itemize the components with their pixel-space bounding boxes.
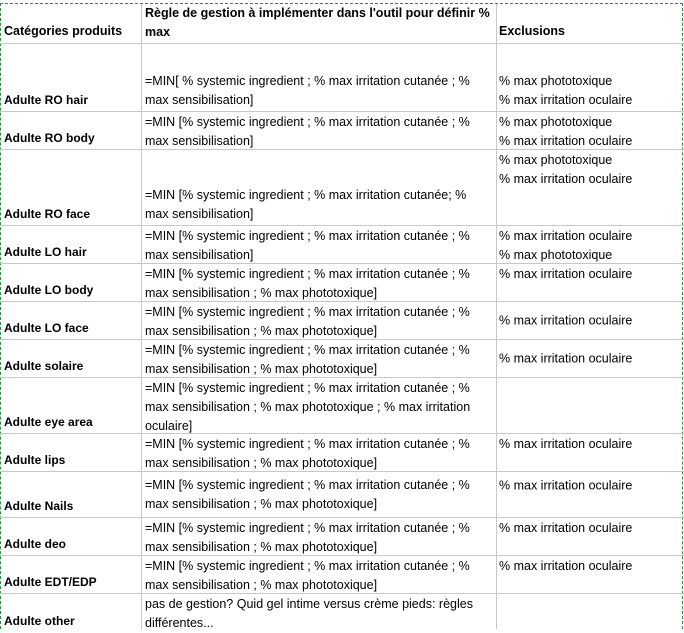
exclusions-cell	[499, 311, 683, 330]
exclusions-cell	[499, 349, 683, 368]
table-row[interactable]	[0, 594, 684, 629]
rule-cell: =MIN [% systemic ingredient ; % max irritation cutanée ; % max sensibilisation ; % max phototoxique]	[145, 343, 470, 376]
category-cell: Adulte lips	[4, 453, 66, 467]
category-cell: Adulte eye area	[4, 415, 93, 429]
category-cell: Adulte solaire	[4, 359, 84, 373]
exclusion-item: % max irritation oculaire	[499, 313, 633, 327]
exclusions-cell	[499, 435, 683, 454]
header-category: Catégories produits	[4, 24, 123, 38]
exclusion-item: % max irritation oculaire	[499, 172, 633, 186]
rule-cell: =MIN [% systemic ingredient ; % max irritation cutanée ; % max sensibilisation ; % max phototoxique]	[145, 437, 470, 470]
rule-cell: =MIN [% systemic ingredient ; % max irritation cutanée; % max sensibilisation]	[145, 188, 467, 221]
category-cell: Adulte Nails	[4, 499, 74, 513]
exclusions-cell	[499, 151, 683, 189]
header-row	[0, 4, 684, 44]
exclusions-cell	[499, 519, 683, 538]
header-exclusions: Exclusions	[499, 24, 565, 38]
category-cell: Adulte EDT/EDP	[4, 575, 97, 589]
exclusions-cell	[499, 265, 683, 284]
category-cell: Adulte RO face	[4, 207, 91, 221]
exclusion-item: % max irritation oculaire	[499, 521, 633, 535]
exclusion-item: % max phototoxique	[499, 153, 613, 167]
exclusion-item: % max irritation oculaire	[499, 559, 633, 573]
rule-cell: =MIN [% systemic ingredient ; % max irritation cutanée ; % max sensibilisation ; % max phototoxique ; % max irritation oculaire]	[145, 381, 471, 433]
table-row[interactable]	[0, 378, 684, 434]
category-cell: Adulte LO body	[4, 283, 94, 297]
exclusions-cell	[499, 72, 683, 110]
rule-cell: =MIN [% systemic ingredient ; % max irritation cutanée ; % max sensibilisation ; % max phototoxique]	[145, 521, 470, 554]
table-row[interactable]	[0, 112, 684, 150]
rule-cell: =MIN [% systemic ingredient ; % max irritation cutanée ; % max sensibilisation ; % max phototoxique]	[145, 559, 470, 592]
rule-cell: =MIN[ % systemic ingredient ; % max irritation cutanée ; % max sensibilisation]	[145, 74, 470, 107]
category-cell: Adulte RO hair	[4, 93, 89, 107]
table-row[interactable]	[0, 264, 684, 302]
table-row[interactable]	[0, 226, 684, 264]
exclusion-item: % max irritation oculaire	[499, 229, 633, 243]
category-cell: Adulte deo	[4, 537, 66, 551]
exclusion-item: % max irritation oculaire	[499, 93, 633, 107]
table-row[interactable]	[0, 434, 684, 472]
table-row[interactable]	[0, 44, 684, 112]
table-row[interactable]	[0, 302, 684, 340]
rule-cell: =MIN [% systemic ingredient ; % max irritation cutanée ; % max sensibilisation ; % max phototoxique]	[145, 267, 470, 300]
table-row[interactable]	[0, 518, 684, 556]
exclusion-item: % max irritation oculaire	[499, 437, 633, 451]
exclusion-item: % max irritation oculaire	[499, 351, 633, 365]
exclusions-cell	[499, 476, 683, 495]
exclusion-item: % max irritation oculaire	[499, 478, 633, 492]
exclusion-item: % max phototoxique	[499, 74, 613, 88]
exclusion-item: % max phototoxique	[499, 115, 613, 129]
category-cell: Adulte other	[4, 614, 75, 628]
rule-cell: pas de gestion? Quid gel intime versus crème pieds: règles différentes...	[145, 597, 473, 630]
exclusion-item: % max phototoxique	[499, 248, 613, 262]
exclusion-item: % max irritation oculaire	[499, 134, 633, 148]
rule-cell: =MIN [% systemic ingredient ; % max irritation cutanée ; % max sensibilisation]	[145, 115, 470, 148]
rule-cell: =MIN [% systemic ingredient ; % max irritation cutanée ; % max sensibilisation ; % max phototoxique]	[145, 477, 470, 511]
rule-cell: =MIN [% systemic ingredient ; % max irritation cutanée ; % max sensibilisation ; % max phototoxique]	[145, 305, 470, 338]
table-row[interactable]	[0, 340, 684, 378]
rule-cell: =MIN [% systemic ingredient ; % max irritation cutanée ; % max sensibilisation]	[145, 229, 470, 262]
category-cell: Adulte RO body	[4, 131, 95, 145]
header-rule: Règle de gestion à implémenter dans l'outil pour définir % max	[145, 6, 490, 39]
exclusions-cell	[499, 557, 683, 576]
exclusions-cell	[499, 113, 683, 151]
exclusion-item: % max irritation oculaire	[499, 267, 633, 281]
exclusions-cell	[499, 227, 683, 265]
table-row[interactable]	[0, 472, 684, 518]
category-cell: Adulte LO hair	[4, 245, 87, 259]
category-cell: Adulte LO face	[4, 321, 89, 335]
table-row[interactable]	[0, 556, 684, 594]
table-row[interactable]	[0, 150, 684, 226]
